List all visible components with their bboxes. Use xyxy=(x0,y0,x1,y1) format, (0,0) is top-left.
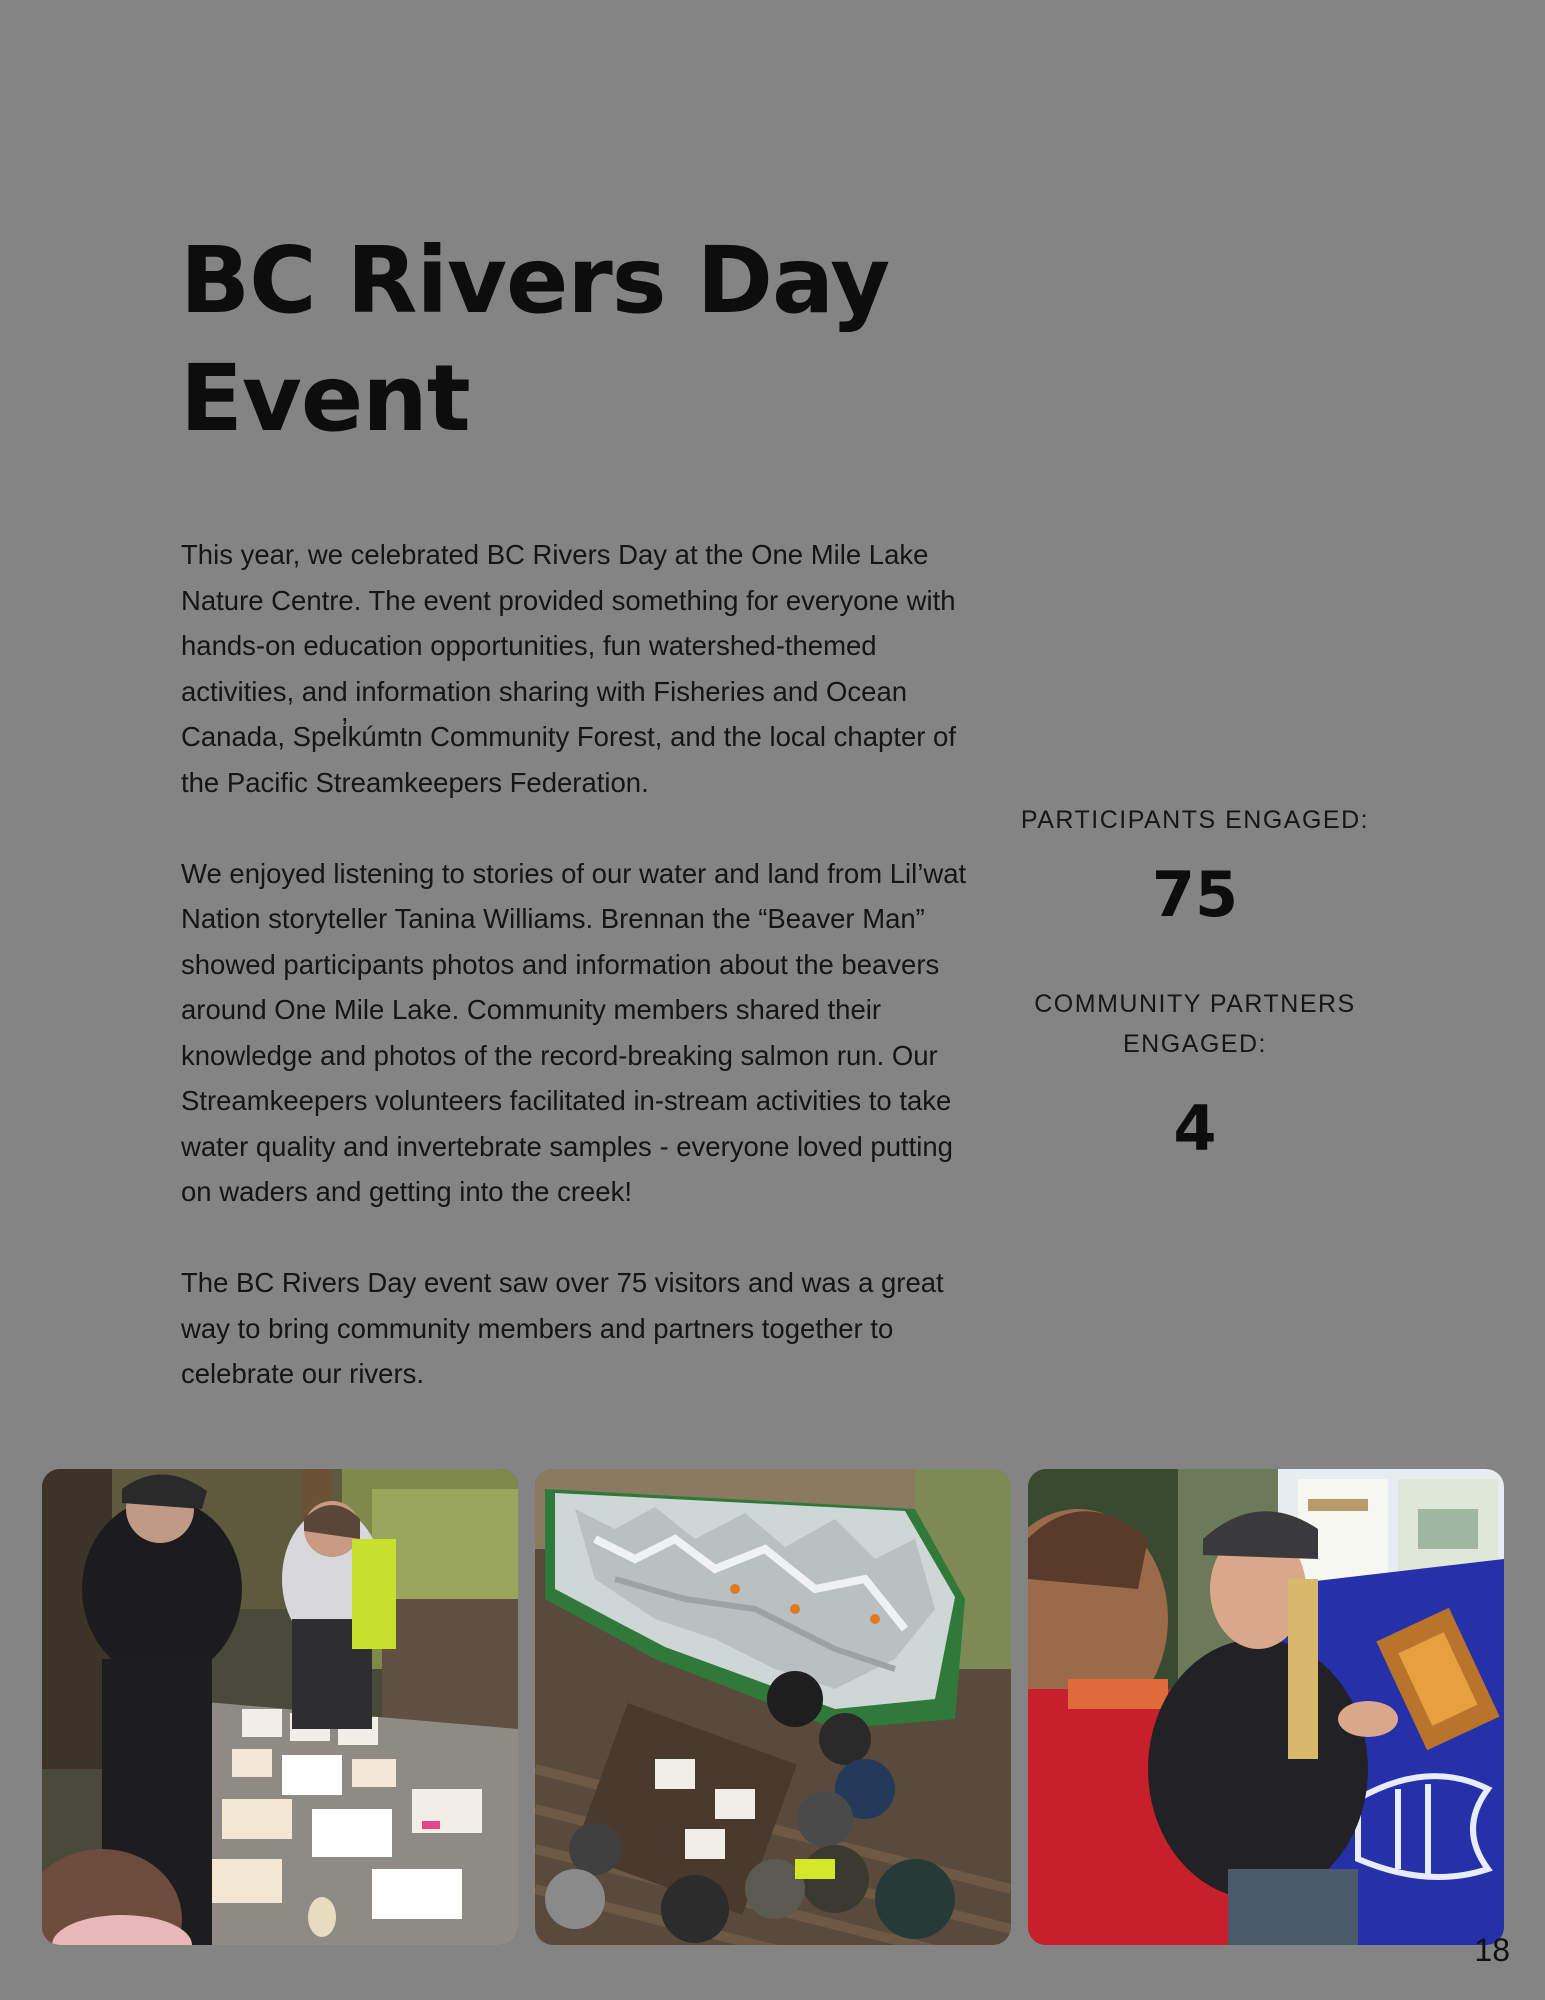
paragraph: The BC Rivers Day event saw over 75 visitors and was a great way to bring community members and partners together to celebrate our rivers. xyxy=(181,1267,944,1389)
photo-fish-display xyxy=(1028,1469,1504,1945)
photo-card-sorting xyxy=(42,1469,518,1945)
page-title: BC Rivers Day Event xyxy=(180,227,890,452)
stat-participants-label: PARTICIPANTS ENGAGED: xyxy=(1020,806,1370,834)
photo-watershed-model xyxy=(535,1469,1011,1945)
stat-participants xyxy=(1015,800,1375,932)
page-number: 18 xyxy=(1474,1932,1510,1968)
stat-partners-value: 4 xyxy=(1173,1092,1217,1165)
paragraph: This year, we celebrated BC Rivers Day at the One Mile Lake Nature Centre. The event provided something for everyone with hands-on education opportunities, fun watershed-themed activities, and information sharing with Fisheries and Ocean Canada, Spel̓kúmtn Community Forest, and the local chapter of the Pacific Streamkeepers Federation. xyxy=(181,539,956,798)
photo-strip xyxy=(42,1469,1504,1945)
event-description xyxy=(181,532,981,1397)
stat-partners xyxy=(1015,984,1375,1166)
stat-participants-value: 75 xyxy=(1151,858,1239,931)
paragraph: We enjoyed listening to stories of our water and land from Lil’wat Nation storyteller Tanina Williams. Brennan the “Beaver Man” showed participants photos and information about the beavers around One Mile Lake. Community members shared their knowledge and photos of the record-breaking salmon run. Our Streamkeepers volunteers facilitated in-stream activities to take water quality and invertebrate samples - everyone loved putting on waders and getting into the creek! xyxy=(181,857,967,1207)
stats-panel xyxy=(1015,800,1375,1166)
stat-partners-label: COMMUNITY PARTNERS ENGAGED: xyxy=(1034,990,1356,1058)
